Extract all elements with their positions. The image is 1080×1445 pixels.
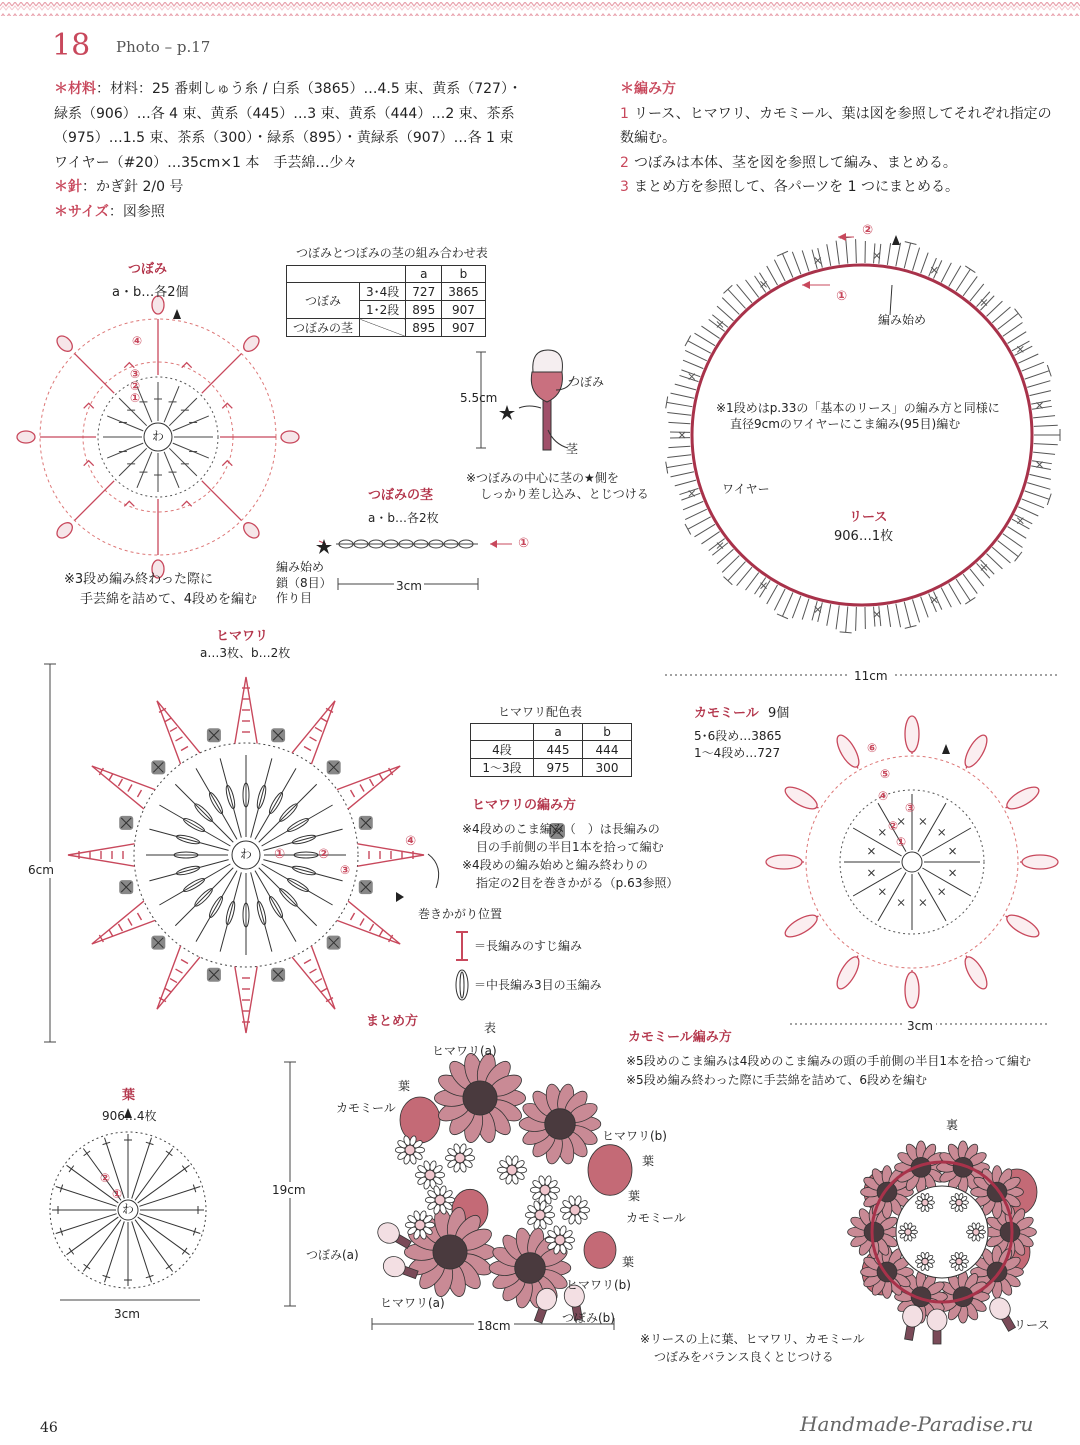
table-cell: 907 xyxy=(442,301,486,319)
wreath-diagram xyxy=(666,233,1060,633)
bud-title: つぼみ xyxy=(128,262,168,277)
pattern-number: 18 xyxy=(52,28,91,63)
table-cell: 727 xyxy=(406,283,442,301)
leaf-count: 906…4枚 xyxy=(102,1109,157,1123)
bud-round-label: ④ xyxy=(132,334,143,348)
bud-assembly-stem-label: 茎 xyxy=(566,442,579,456)
size-label: ＊サイズ xyxy=(54,203,109,220)
bud-center-ring: わ xyxy=(152,429,165,443)
assembly-back-illustration xyxy=(848,1141,1037,1344)
bud-assembly-note xyxy=(466,470,649,502)
chamomile-round: ⑥ xyxy=(867,741,878,755)
bud-note-line: ※3段め編み終わった際に xyxy=(64,572,214,587)
leaf-center-ring: わ xyxy=(122,1202,135,1216)
step-number: 2 xyxy=(620,154,629,171)
sunflower-round: ④ xyxy=(405,834,417,849)
assembly-label-bud-b: つぼみ(b) xyxy=(562,1311,615,1325)
wreath-note xyxy=(716,400,1000,432)
bud-round-label: ① xyxy=(130,391,141,405)
bud-note-line: 手芸綿を詰めて、4段めを編む xyxy=(80,591,258,607)
table-cell-empty xyxy=(360,319,406,337)
table-cell: b xyxy=(583,724,632,741)
sunflower-round: ② xyxy=(318,847,330,862)
sunflower-howto-title: ヒマワリの編み方 xyxy=(472,798,577,813)
chamomile-howto xyxy=(626,1052,1031,1089)
assembly-label-chamomile: カモミール xyxy=(336,1101,396,1115)
size-text: ：図参照 xyxy=(108,203,165,220)
sunflower-whip-position: 巻きかがり位置 xyxy=(418,907,503,921)
wreath-title: リース xyxy=(849,510,888,525)
chamomile-diagram xyxy=(766,716,1058,1008)
bud-assembly-bud-label: つぼみ xyxy=(568,375,605,389)
needle-text: ：かぎ針 2/0 号 xyxy=(82,179,184,195)
materials-line: ：材料：25 番刺しゅう糸 / 白系（3865）…4.5 束、黄系（727）・ xyxy=(96,81,522,97)
assembly-note-line: ※リースの上に葉、ヒマワリ、カモミール xyxy=(640,1332,865,1346)
bud-stem-count: a・b…各2枚 xyxy=(368,511,439,525)
chamomile-title: カモミール xyxy=(694,706,759,721)
assembly-note-line: つぼみをバランス良くとじつける xyxy=(654,1350,834,1364)
bud-stem-start xyxy=(276,560,332,607)
chamomile-color: 5･6段め…3865 xyxy=(694,729,782,743)
table-cell: 1〜3段 xyxy=(471,759,534,777)
chamomile-howto-line: ※5段め編み終わった際に手芸綿を詰めて、6段めを編む xyxy=(626,1072,927,1087)
chamomile-count: 9個 xyxy=(768,706,790,721)
assembly-note xyxy=(640,1330,865,1366)
chamomile-color: 1〜4段め…727 xyxy=(694,746,781,760)
step-text: まとめ方を参照して、各パーツを 1 つにまとめる。 xyxy=(634,179,959,195)
table-cell: a xyxy=(406,266,442,283)
bud-assembly-note-line: ※つぼみの中心に茎の★側を xyxy=(466,471,619,485)
leaf-title: 葉 xyxy=(122,1088,136,1103)
sunflower-round: ① xyxy=(274,847,286,862)
chamomile-howto-line: ※5段めのこま編みは4段めのこま編みの頭の手前側の半目1本を拾って編む xyxy=(626,1054,1031,1068)
bud-stem-width: 3cm xyxy=(396,579,422,593)
sunflower-round: ③ xyxy=(340,863,351,877)
step-text: リース、ヒマワリ、カモミール、葉は図を参照してそれぞれ指定の xyxy=(634,105,1052,122)
leaf-diagram xyxy=(50,1108,206,1288)
sunflower-color-table-title: ヒマワリ配色表 xyxy=(498,705,583,719)
table-cell: 444 xyxy=(583,741,632,759)
chamomile-round: ④ xyxy=(878,789,889,803)
bud-table-title: つぼみとつぼみの茎の組み合わせ表 xyxy=(296,246,488,260)
leaf-round: ① xyxy=(112,1187,123,1201)
assembly-width: 18cm xyxy=(474,1318,514,1334)
table-cell: a xyxy=(534,724,583,741)
sunflower-color-table xyxy=(470,723,632,777)
sunflower-height: 6cm xyxy=(28,863,54,877)
sunflower-center-ring: わ xyxy=(240,847,253,861)
wreath-count: 906…1枚 xyxy=(834,529,894,544)
photo-reference: Photo – p.17 xyxy=(116,38,211,56)
table-cell: 1･2段 xyxy=(360,301,406,319)
bud-combination-table xyxy=(286,265,486,337)
leaf-round: ② xyxy=(100,1171,111,1185)
assembly-front-label: 表 xyxy=(484,1021,497,1035)
assembly-label-leaf: 葉 xyxy=(398,1079,411,1093)
bud-round-label: ② xyxy=(130,379,141,393)
table-cell: 4段 xyxy=(471,741,534,759)
table-cell: 300 xyxy=(583,759,632,777)
wreath-width: 11cm xyxy=(850,668,892,684)
bud-round-label: ③ xyxy=(130,367,141,381)
assembly-height: 19cm xyxy=(272,1183,306,1197)
needle-label: ＊針 xyxy=(54,179,82,195)
sunflower-title: ヒマワリ xyxy=(216,629,269,644)
bud-assembly-height: 5.5cm xyxy=(460,391,498,405)
bud-stem-title: つぼみの茎 xyxy=(368,488,434,503)
watermark: Handmade-Paradise.ru xyxy=(800,1412,1034,1436)
table-cell: 907 xyxy=(442,319,486,337)
materials-line: （975）…1.5 束、茶系（300）・緑系（895）・黄緑系（907）…各 1 束 xyxy=(54,130,514,146)
assembly-title: まとめ方 xyxy=(366,1014,419,1029)
assembly-label-leaf: 葉 xyxy=(622,1255,635,1269)
assembly-label-sunflower-a: ヒマワリ(a) xyxy=(380,1296,445,1310)
table-cell: 895 xyxy=(406,319,442,337)
bud-assembly-note-line: しっかり差し込み、とじつける xyxy=(480,487,649,502)
table-cell: 895 xyxy=(406,301,442,319)
bud-stem-start-line: 作り目 xyxy=(276,591,313,606)
materials-label: ＊材料 xyxy=(54,81,96,97)
table-cell: つぼみ xyxy=(287,283,360,319)
step-number: 3 xyxy=(620,179,629,195)
wreath-wire-label: ワイヤー xyxy=(722,482,770,496)
legend-front-post-dc: ＝長編みのすじ編み xyxy=(474,939,583,953)
step-number: 1 xyxy=(620,105,629,122)
assembly-label-sunflower-b: ヒマワリ(b) xyxy=(566,1278,631,1292)
chamomile-round: ① xyxy=(896,835,907,849)
table-cell: 3･4段 xyxy=(360,283,406,301)
chamomile-round: ⑤ xyxy=(880,767,891,781)
leaf-width: 3cm xyxy=(114,1307,140,1321)
chamomile-howto-title: カモミール編み方 xyxy=(628,1030,732,1045)
wreath-note-line: ※1段めはp.33の「基本のリース」の編み方と同様に xyxy=(716,401,1000,415)
table-cell: 445 xyxy=(534,741,583,759)
chamomile-round: ② xyxy=(888,819,899,833)
table-cell xyxy=(287,266,406,283)
wreath-round-1: ① xyxy=(836,289,848,304)
method-label: ＊編み方 xyxy=(620,81,676,97)
table-cell: 3865 xyxy=(442,283,486,301)
table-cell: b xyxy=(442,266,486,283)
sunflower-count: a…3枚、b…2枚 xyxy=(200,646,291,660)
bud-stem-round: ① xyxy=(518,536,530,551)
sunflower-howto-line: ※4段めのこま編み（ ）は長編みの xyxy=(462,822,660,836)
materials-line: ワイヤー（#20）…35cm×1 本 手芸綿…少々 xyxy=(54,154,358,171)
table-cell: つぼみの茎 xyxy=(287,319,360,337)
bud-note xyxy=(64,570,257,609)
bud-stem-start-line: 鎖（8目） xyxy=(276,575,332,590)
sunflower-howto-line: ※4段めの編み始めと編み終わりの xyxy=(462,858,648,872)
wreath-round-2: ② xyxy=(862,223,874,238)
sunflower-howto-line: 目の手前側の半目1本を拾って編む xyxy=(476,840,664,854)
step-text: 数編む。 xyxy=(620,130,676,146)
materials-line: 緑系（906）…各 4 束、黄系（445）…3 束、黄系（444）…2 束、茶系 xyxy=(54,105,515,122)
table-cell xyxy=(471,724,534,741)
assembly-label-sunflower-a: ヒマワリ(a) xyxy=(432,1044,497,1058)
assembly-label-wreath: リース xyxy=(1014,1318,1050,1332)
assembly-label-bud-a: つぼみ(a) xyxy=(306,1248,359,1262)
bud-stem-start-line: 編み始め xyxy=(276,560,325,574)
table-cell: 975 xyxy=(534,759,583,777)
chamomile-width: 3cm xyxy=(904,1018,936,1034)
assembly-label-sunflower-b: ヒマワリ(b) xyxy=(602,1129,667,1143)
sunflower-howto-line: 指定の2目を巻きかがる（p.63参照） xyxy=(476,876,679,890)
bud-count: a・b…各2個 xyxy=(112,285,189,300)
assembly-back-label: 裏 xyxy=(946,1118,959,1132)
assembly-label-chamomile: カモミール xyxy=(626,1211,686,1225)
assembly-label-leaf: 葉 xyxy=(628,1189,641,1203)
page-number: 46 xyxy=(40,1420,58,1436)
assembly-label-leaf: 葉 xyxy=(642,1154,655,1168)
step-text: つぼみは本体、茎を図を参照して編み、まとめる。 xyxy=(634,154,957,171)
wreath-start-label: 編み始め xyxy=(878,313,927,327)
sunflower-howto xyxy=(462,820,678,892)
wreath-note-line: 直径9cmのワイヤーにこま編み(95目)編む xyxy=(730,417,961,432)
legend-puff-stitch: ＝中長編み3目の玉編み xyxy=(474,978,602,992)
chamomile-round: ③ xyxy=(905,801,916,815)
